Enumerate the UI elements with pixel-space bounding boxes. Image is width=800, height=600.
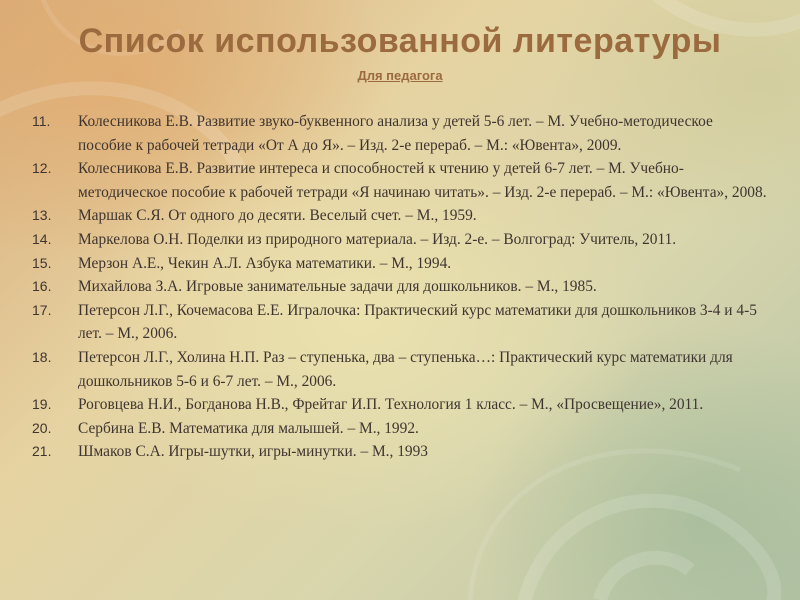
reference-number: 21.	[32, 443, 52, 460]
reference-text: Петерсон Л.Г., Холина Н.П. Раз – ступенька, два – ступенька…: Практический курс математики для дошкольников 5-6 и 6-7 лет. – М., 2006.	[78, 348, 733, 390]
reference-number: 14.	[32, 230, 52, 247]
reference-item	[32, 346, 768, 393]
reference-item	[32, 275, 768, 299]
reference-number: 20.	[32, 419, 52, 436]
reference-item	[32, 299, 768, 346]
reference-item	[32, 440, 768, 464]
reference-item	[32, 252, 768, 276]
reference-number: 13.	[32, 207, 52, 224]
reference-list	[32, 110, 768, 464]
reference-item	[32, 204, 768, 228]
reference-text: Сербина Е.В. Математика для малышей. – М., 1992.	[78, 419, 419, 437]
reference-number: 19.	[32, 396, 52, 413]
reference-item	[32, 110, 768, 157]
reference-item	[32, 228, 768, 252]
reference-text: Колесникова Е.В. Развитие интереса и способностей к чтению у детей 6-7 лет. – М. Учебно-методическое пособие к рабочей тетради «Я начинаю читать». – Изд. 2-е перераб. – М.: «Ювента», 2008.	[78, 160, 767, 201]
reference-number: 15.	[32, 254, 52, 271]
page-title: Список использованной литературы	[78, 22, 722, 60]
reference-text: Мерзон А.Е., Чекин А.Л. Азбука математики. – М., 1994.	[78, 254, 452, 272]
reference-number: 16.	[32, 278, 52, 295]
reference-number: 12.	[32, 160, 52, 177]
reference-text: Колесникова Е.В. Развитие звуко-буквенного анализа у детей 5-6 лет. – М. Учебно-методическое пособие к рабочей тетради «От А до Я». – Изд. 2-е перераб. – М.: «Ювента», 2009.	[78, 113, 713, 154]
reference-text: Михайлова З.А. Игровые занимательные задачи для дошкольников. – М., 1985.	[78, 278, 597, 296]
reference-text: Петерсон Л.Г., Кочемасова Е.Е. Игралочка: Практический курс математики для дошкольников 3-4 и 4-5 лет. – М., 2006.	[78, 301, 757, 343]
section-subtitle: Для педагога	[357, 68, 443, 83]
reference-text: Маркелова О.Н. Поделки из природного материала. – Изд. 2-е. – Волгоград: Учитель, 2011.	[78, 230, 677, 248]
reference-text: Роговцева Н.И., Богданова Н.В., Фрейтаг И.П. Технология 1 класс. – М., «Просвещение», 2011.	[78, 396, 704, 414]
reference-number: 17.	[32, 301, 52, 318]
reference-item	[32, 417, 768, 441]
reference-number: 18.	[32, 348, 52, 365]
reference-item	[32, 157, 768, 204]
reference-text: Маршак С.Я. От одного до десяти. Веселый счет. – М., 1959.	[78, 207, 477, 225]
reference-item	[32, 393, 768, 417]
reference-number: 11.	[32, 113, 51, 129]
reference-text: Шмаков С.А. Игры-шутки, игры-минутки. – М., 1993	[78, 443, 428, 461]
